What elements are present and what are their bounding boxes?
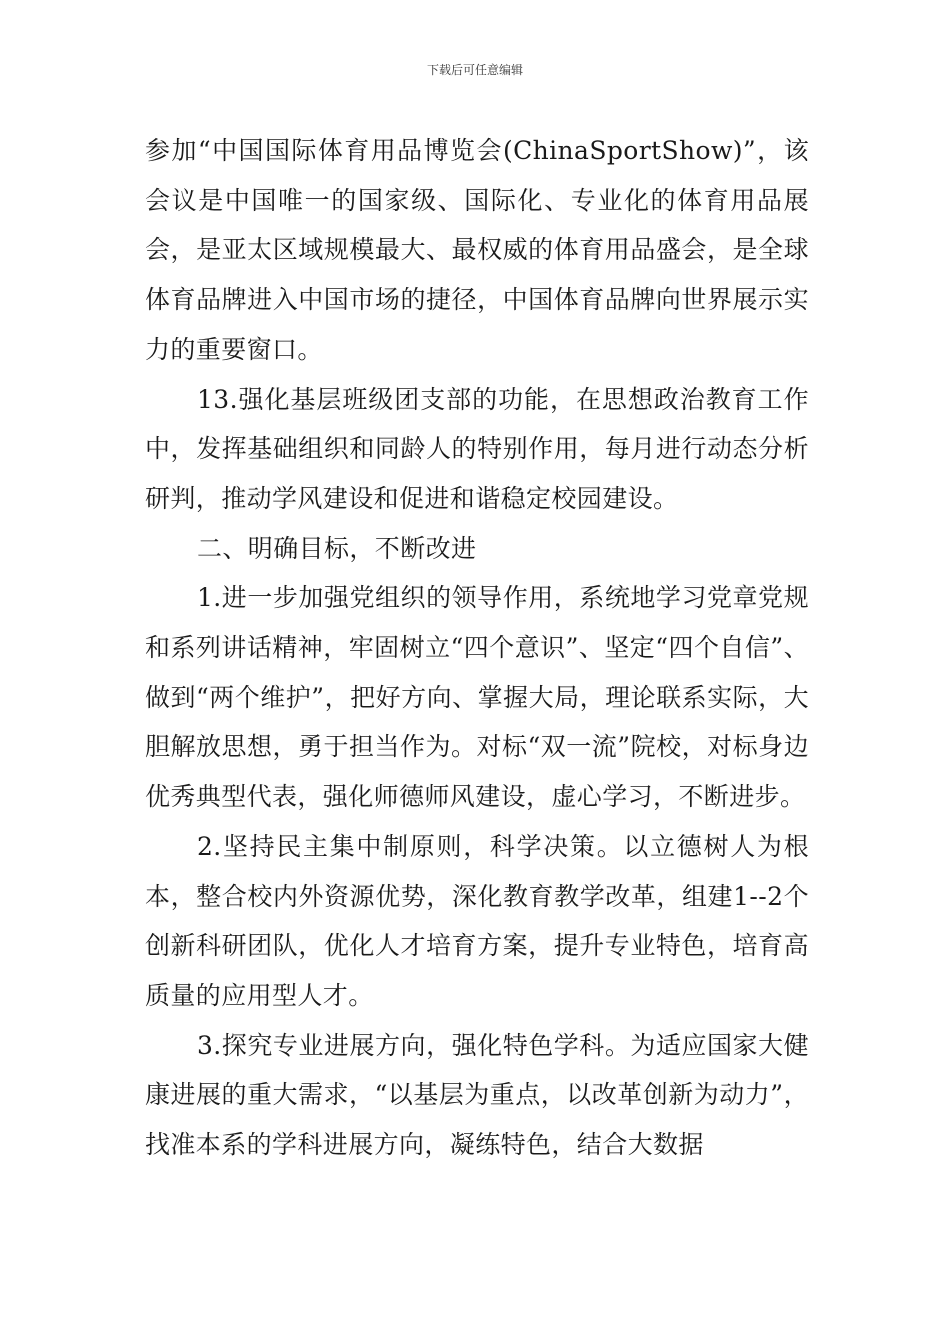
paragraph-item-13: 13.强化基层班级团支部的功能，在思想政治教育工作中，发挥基础组织和同龄人的特别作用，每月进行动态分析研判，推动学风建设和促进和谐稳定校园建设。 bbox=[145, 384, 809, 513]
page-header: 下载后可任意编辑 bbox=[426, 63, 523, 77]
paragraph-continued-expo: 参加“中国国际体育用品博览会(ChinaSportShow)”，该会议是中国唯一的国家级、国际化、专业化的体育用品展会，是亚太区域规模最大、最权威的体育用品盛会，是全球体育品牌进入中国市场的捷径，中国体育品牌向世界展示实力的重要窗口。 bbox=[145, 136, 809, 364]
paragraph-item-2: 2.坚持民主集中制原则，科学决策。以立德树人为根本，整合校内外资源优势，深化教育教学改革，组建1--2个创新科研团队，优化人才培育方案，提升专业特色，培育高质量的应用型人才。 bbox=[145, 831, 809, 1010]
paragraph-item-3: 3.探究专业进展方向，强化特色学科。为适应国家大健康进展的重大需求，“以基层为重点，以改革创新为动力”，找准本系的学科进展方向，凝练特色，结合大数据 bbox=[145, 1030, 809, 1160]
paragraph-item-1: 1.进一步加强党组织的领导作用，系统地学习党章党规和系列讲话精神，牢固树立“四个意识”、坚定“四个自信”、做到“两个维护”，把好方向、掌握大局，理论联系实际，大胆解放思想，勇于担当作为。对标“双一流”院校，对标身边优秀典型代表，强化师德师风建设，虚心学习，不断进步。 bbox=[145, 583, 809, 812]
section-heading: 二、明确目标，不断改进 bbox=[197, 533, 477, 563]
document-body bbox=[145, 126, 809, 1170]
